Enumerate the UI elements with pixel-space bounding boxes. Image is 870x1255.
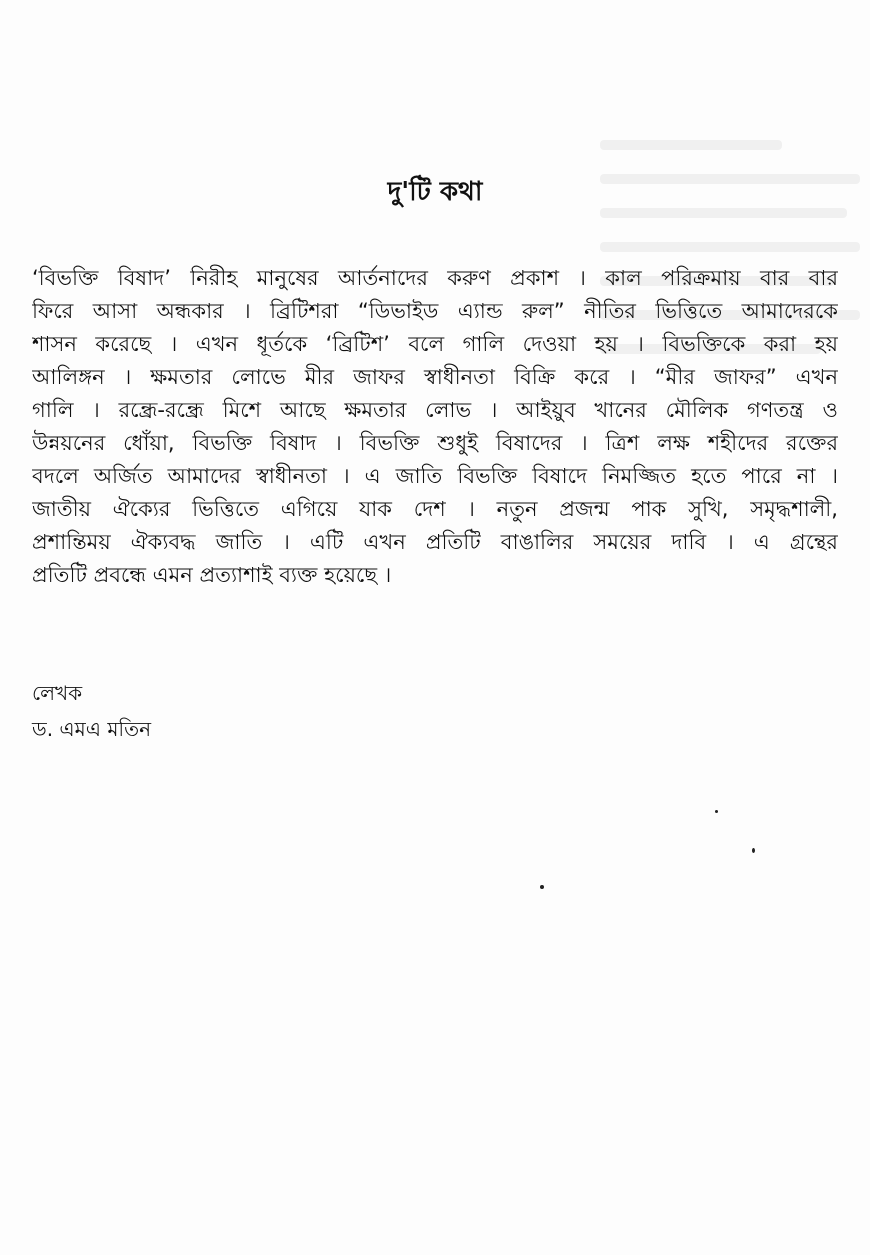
paper-speck [752,848,755,853]
paragraph-line: বদলে অর্জিত আমাদের স্বাধীনতা । এ জাতি বিভক্তি বিষাদে নিমজ্জিত হতে পারে না । [32,464,838,488]
paragraph-line: জাতীয় ঐক্যের ভিত্তিতে এগিয়ে যাক দেশ । নতুন প্রজন্ম পাক সুখি, সমৃদ্ধশালী, [32,497,838,521]
signature-role: লেখক [32,681,83,705]
paragraph-line: শাসন করেছে । এখন ধূর্তকে ‘ব্রিটিশ’ বলে গালি দেওয়া হয় । বিভক্তিকে করা হয় [32,332,838,356]
paragraph-line: ‘বিভক্তি বিষাদ’ নিরীহ মানুষের আর্তনাদের করুণ প্রকাশ । কাল পরিক্রমায় বার বার [32,266,838,290]
paragraph-line: প্রতিটি প্রবন্ধে এমন প্রত্যাশাই ব্যক্ত হয়েছে । [32,563,392,587]
paper-speck [540,885,544,889]
preface-paragraph [32,262,838,592]
paragraph-line: গালি । রন্ধ্রে-রন্ধ্রে মিশে আছে ক্ষমতার লোভ । আইয়ুব খানের মৌলিক গণতন্ত্র ও [32,398,838,422]
page-title: দু'টি কথা [387,177,483,207]
paper-speck [715,810,718,813]
paragraph-line: উন্নয়নের ধোঁয়া, বিভক্তি বিষাদ । বিভক্তি শুধুই বিষাদের । ত্রিশ লক্ষ শহীদের রক্তের [32,431,838,455]
signature-name: ড. এমএ মতিন [32,717,152,741]
paragraph-line: প্রশান্তিময় ঐক্যবদ্ধ জাতি । এটি এখন প্রতিটি বাঙালির সময়ের দাবি । এ গ্রন্থের [32,530,838,554]
paragraph-line: আলিঙ্গন । ক্ষমতার লোভে মীর জাফর স্বাধীনতা বিক্রি করে । “মীর জাফর” এখন [32,365,838,389]
paragraph-line: ফিরে আসা অন্ধকার । ব্রিটিশরা “ডিভাইড এ্যান্ড রুল” নীতির ভিত্তিতে আমাদেরকে [32,299,838,323]
